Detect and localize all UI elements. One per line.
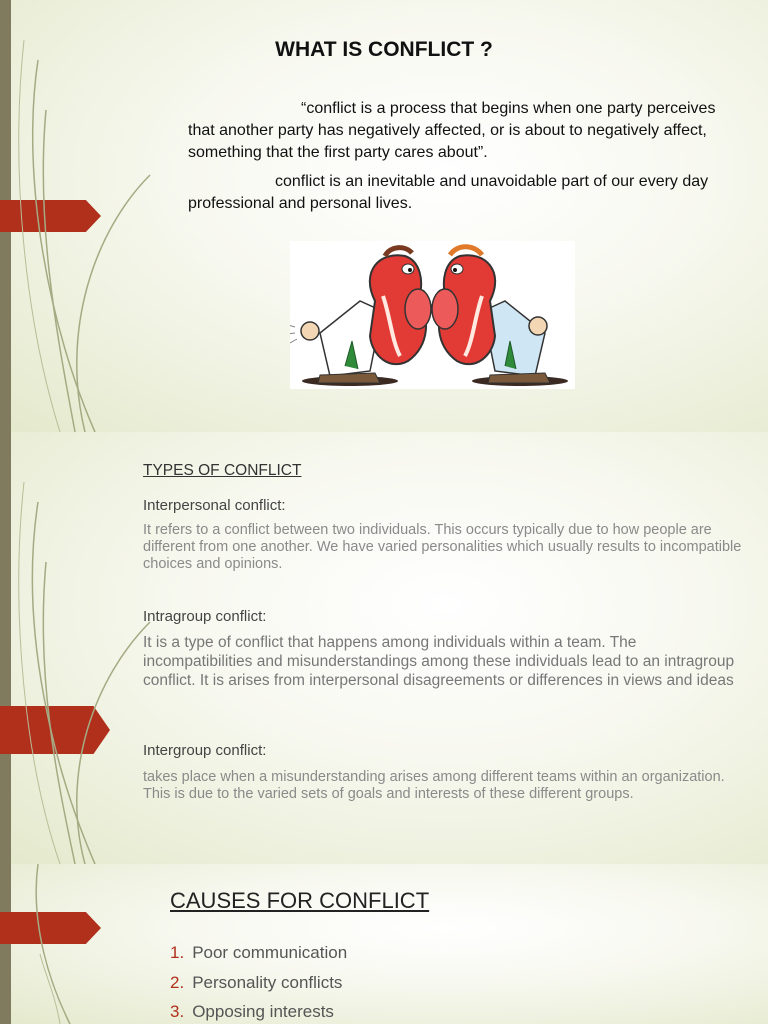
list-item [170,938,347,968]
slide-causes-for-conflict [0,864,768,1024]
list-item [170,997,347,1024]
red-arrow-marker [0,912,101,944]
slide-what-is-conflict [0,0,768,432]
type-title-intragroup: Intragroup conflict: [143,608,267,625]
type-title-interpersonal: Interpersonal conflict: [143,497,286,514]
type-title-intergroup: Intergroup conflict: [143,742,267,759]
slide-left-bar [0,432,11,864]
slide-types-of-conflict [0,432,768,864]
list-number: 2. [170,972,185,992]
type-desc-interpersonal: It refers to a conflict between two individuals. This occurs typically due to how people are different from one another. We have varied personalities which usually results to incompatible choices and opinions. [143,522,742,572]
page-title: WHAT IS CONFLICT ? [275,38,493,61]
angry-men-illustration [290,241,575,389]
list-number: 3. [170,1002,185,1021]
decorative-curves [0,864,170,1024]
cause-label: Poor communication [192,943,348,962]
type-desc-intragroup: It is a type of conflict that happens among individuals within a team. The incompatibilities and misunderstandings among these individuals lead to an intragroup conflict. It is arises from interpersonal disagreements or differences in views and ideas [143,634,735,689]
list-number: 1. [170,943,185,962]
red-arrow-marker [0,706,110,754]
conflict-definition-quote: “conflict is a process that begins when one party perceives that another party has negatively affected, or is about to negatively affect, something that the first party cares about”. [188,100,716,161]
cause-label: Personality conflicts [192,972,343,992]
list-item [170,968,347,998]
types-heading: TYPES OF CONFLICT [143,462,302,479]
causes-heading: CAUSES FOR CONFLICT [170,888,430,913]
slide-left-bar [0,864,11,1024]
causes-list [170,938,347,1024]
conflict-inevitable-paragraph: conflict is an inevitable and unavoidable part of our every day professional and personal lives. [188,173,709,212]
type-desc-intergroup: takes place when a misunderstanding arises among different teams within an organization. This is due to the varied sets of goals and interests of these different groups. [143,769,725,802]
cause-label: Opposing interests [192,1002,334,1021]
red-arrow-marker [0,200,101,232]
